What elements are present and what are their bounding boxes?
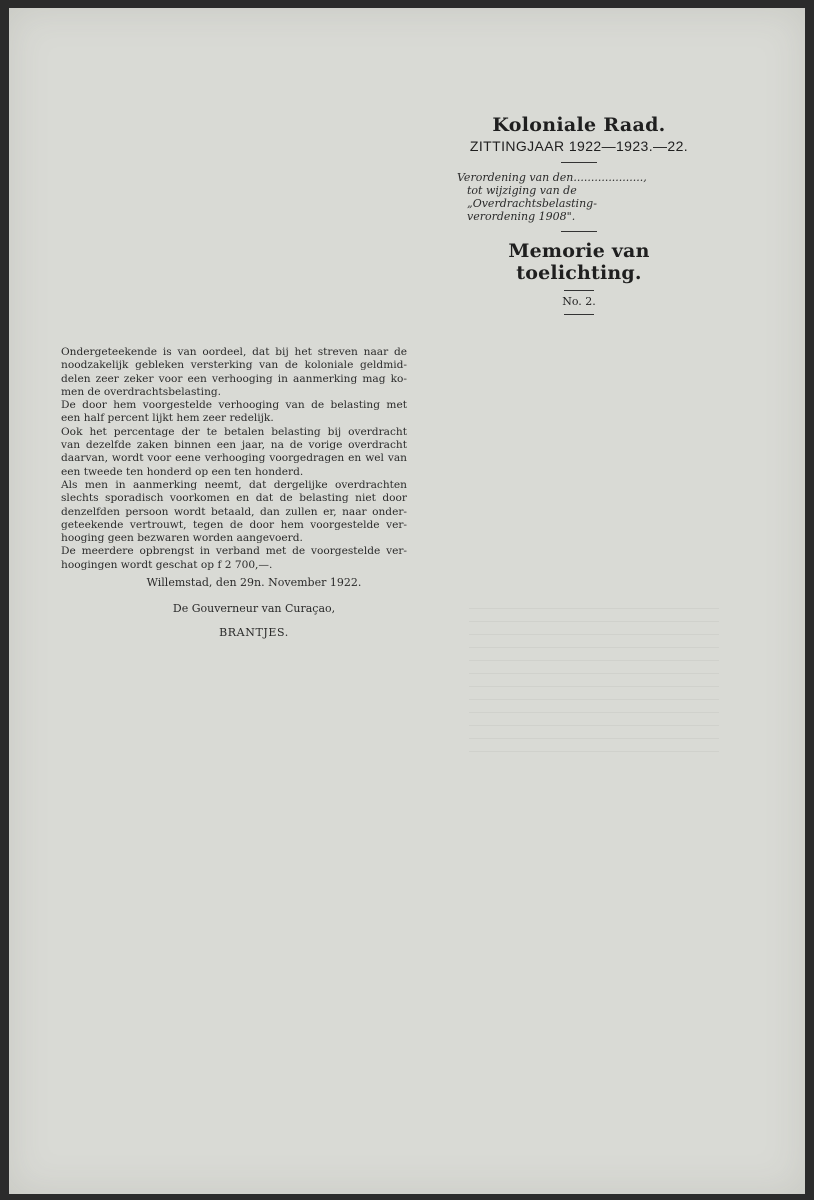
signatory-name: BRANTJES. — [219, 626, 289, 639]
memo-line: hoogingen wordt geschat op f 2 700,—. — [61, 558, 273, 571]
document-header — [449, 108, 709, 315]
document-page — [9, 8, 805, 1194]
session-year: ZITTINGJAAR 1922—1923.—22. — [469, 138, 689, 154]
memo-title: Memorie van toelichting. — [508, 240, 650, 284]
memo-line: delen zeer zeker voor een verhooging in aanmerking mag ko- — [61, 372, 407, 385]
divider-rule — [564, 314, 594, 315]
memo-line: denzelfden persoon wordt betaald, dan zullen er, naar onder- — [61, 505, 407, 518]
document-number: No. 2. — [562, 295, 596, 308]
memo-paragraph — [61, 346, 407, 399]
memo-line: een tweede ten honderd op een ten honderd. — [61, 465, 304, 478]
memo-line: Ook het percentage der te betalen belasting bij overdracht — [61, 425, 407, 438]
divider-rule — [564, 290, 594, 291]
memo-line: De meerdere opbrengst in verband met de voorgestelde ver- — [61, 545, 407, 558]
divider-rule — [561, 162, 597, 163]
memo-paragraph — [61, 545, 407, 572]
memo-paragraph — [61, 426, 407, 479]
memo-line: Ondergeteekende is van oordeel, dat bij het streven naar de — [61, 346, 407, 358]
memo-body — [61, 346, 407, 572]
divider-rule — [561, 231, 597, 232]
memo-line: geteekende vertrouwt, tegen de door hem voorgestelde ver- — [61, 518, 407, 531]
memo-line: hooging geen bezwaren worden aangevoerd. — [61, 532, 303, 545]
ordinance-title — [449, 171, 709, 223]
show-through-text — [469, 608, 719, 758]
memo-line: men de overdrachtsbelasting. — [61, 385, 222, 398]
council-name: Koloniale Raad. — [492, 114, 666, 136]
ordinance-line-3: verordening 1908". — [467, 210, 576, 223]
memo-paragraph — [61, 479, 407, 545]
ordinance-line-1: Verordening van den...................., — [457, 171, 647, 184]
memo-line: De door hem voorgestelde verhooging van de belasting met — [61, 399, 407, 412]
memo-paragraph — [61, 399, 407, 426]
signatory-office: De Gouverneur van Curaçao, — [172, 602, 336, 615]
place-date: Willemstad, den 29n. November 1922. — [146, 576, 362, 589]
ordinance-line-2: tot wijziging van de „Overdrachtsbelasting- — [467, 184, 597, 210]
memo-line: daarvan, wordt voor eene verhooging voorgedragen en wel van — [61, 452, 407, 465]
memo-line: een half percent lijkt hem zeer redelijk. — [61, 412, 274, 425]
memo-line: slechts sporadisch voorkomen en dat de belasting niet door — [61, 492, 407, 505]
memo-line: Als men in aanmerking neemt, dat dergelijke overdrachten — [61, 478, 407, 491]
memo-line: noodzakelijk gebleken versterking van de koloniale geldmid- — [61, 359, 407, 372]
memo-line: van dezelfde zaken binnen een jaar, na de vorige overdracht — [61, 439, 407, 452]
